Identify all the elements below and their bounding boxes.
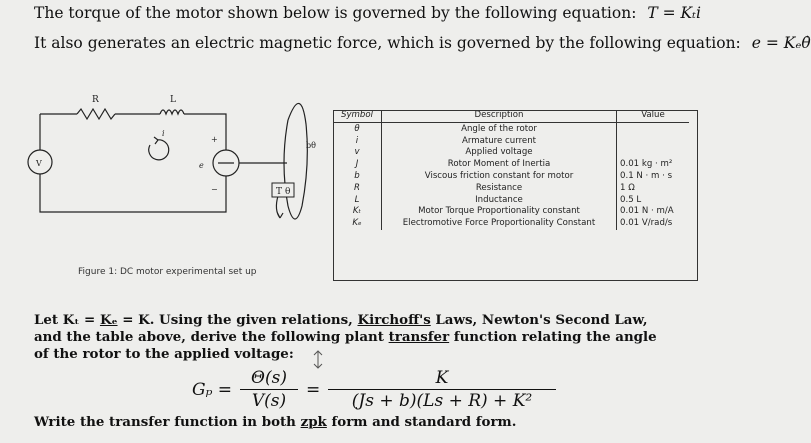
- label-V: V: [36, 159, 42, 168]
- table-row: [333, 183, 689, 195]
- row-description: Applied voltage: [382, 147, 617, 159]
- row-symbol: i: [333, 136, 382, 148]
- row-value: [617, 136, 690, 148]
- table-row: [333, 122, 689, 135]
- table-row: [333, 218, 689, 230]
- dc-motor-circuit-diagram: [22, 80, 332, 270]
- label-minus: −: [211, 185, 218, 194]
- row-value: 0.01 N · m/A: [620, 206, 674, 217]
- task-text-4: function relating the angle of the rotor to the applied voltage:: [34, 329, 657, 362]
- table-header-row: [333, 110, 689, 122]
- row-value: 0.01 V/rad/s: [620, 218, 673, 229]
- task-ke: Kₑ: [99, 312, 118, 328]
- table-row: [333, 159, 689, 171]
- label-theta: θ: [285, 187, 291, 197]
- fraction-bar: [328, 389, 556, 390]
- final-instruction: [34, 414, 516, 430]
- row-description: Resistance: [382, 183, 617, 195]
- figure-caption: Figure 1: DC motor experimental set up: [78, 267, 257, 277]
- rotor-disk-back: [288, 103, 307, 219]
- row-symbol: b: [333, 171, 382, 183]
- row-description: Inductance: [382, 195, 617, 207]
- emf-equation: e = Kₑθ̇: [751, 34, 811, 52]
- task-transfer: transfer: [388, 329, 450, 345]
- torque-arrow: [276, 196, 283, 218]
- row-description: Rotor Moment of Inertia: [382, 159, 617, 171]
- emf-equation-text: It also generates an electric magnetic force, which is governed by the following equation:: [34, 34, 741, 52]
- row-symbol: J: [333, 159, 382, 171]
- row-description: Viscous friction constant for motor: [382, 171, 617, 183]
- current-arrow: [149, 140, 169, 160]
- row-description: Motor Torque Proportionality constant: [382, 206, 617, 218]
- header-value: Value: [617, 110, 690, 122]
- mouse-cursor-icon: [311, 350, 325, 370]
- final-text-2: form and standard form.: [326, 414, 517, 430]
- fraction-numerator: K: [435, 368, 449, 388]
- table-row: [333, 147, 689, 159]
- header-symbol: Symbol: [333, 110, 382, 122]
- fraction-denominator: (Js + b)(Ls + R) + K²: [351, 391, 533, 411]
- label-btheta: bθ: [306, 141, 316, 150]
- label-plus: +: [211, 135, 218, 144]
- torque-equation-line: [34, 4, 701, 22]
- row-symbol: Kₜ: [333, 206, 382, 218]
- fraction-numerator: Θ(s): [251, 368, 287, 388]
- fraction-bar: [240, 389, 298, 390]
- torque-equation-text: The torque of the motor shown below is governed by the following equation:: [34, 4, 637, 22]
- row-value: 0.1 N · m · s: [620, 170, 673, 181]
- inductor: [160, 110, 184, 114]
- table-row: [333, 171, 689, 183]
- row-value: 0.5 L: [620, 194, 642, 205]
- fraction-k-over-denominator: [328, 368, 556, 411]
- equals-sign: =: [306, 380, 321, 400]
- parameter-table: [333, 110, 689, 230]
- final-text-1: Write the transfer function in both: [34, 414, 301, 430]
- table-row: [333, 195, 689, 207]
- row-symbol: L: [333, 195, 382, 207]
- row-value: 0.01 kg · m²: [620, 159, 673, 170]
- transfer-function-lhs: Gₚ =: [192, 380, 233, 400]
- row-value: [617, 122, 690, 135]
- row-symbol: θ: [333, 122, 382, 135]
- task-text-3: Laws, Newton's Second Law, and the table above, derive the following plant: [34, 312, 648, 345]
- torque-equation: T = Kₜi: [647, 4, 701, 22]
- row-value: 1 Ω: [620, 182, 635, 193]
- circuit-wire-left-bottom: [40, 174, 226, 212]
- label-i: i: [162, 129, 165, 138]
- fraction-theta-over-v: [240, 368, 298, 411]
- row-symbol: v: [333, 147, 382, 159]
- task-kirchhoff: Kirchoff's: [357, 312, 431, 328]
- label-T: T: [276, 187, 283, 197]
- task-paragraph: [34, 312, 674, 363]
- fraction-denominator: V(s): [251, 391, 287, 411]
- label-e: e: [199, 161, 204, 170]
- task-text-2: = K. Using the given relations,: [117, 312, 358, 328]
- label-R: R: [92, 95, 99, 105]
- table-row: [333, 136, 689, 148]
- table-row: [333, 206, 689, 218]
- emf-equation-line: [34, 34, 811, 52]
- row-value: [617, 147, 690, 159]
- final-zpk: zpk: [300, 414, 327, 430]
- row-symbol: Kₑ: [333, 218, 382, 230]
- row-description: Electromotive Force Proportionality Constant: [382, 218, 617, 230]
- resistor: [77, 109, 115, 119]
- row-symbol: R: [333, 183, 382, 195]
- circuit-wire-right-top: [184, 114, 226, 142]
- row-description: Armature current: [382, 136, 617, 148]
- row-description: Angle of the rotor: [382, 122, 617, 135]
- task-text-1: Let Kₜ =: [34, 312, 100, 328]
- label-L: L: [170, 95, 176, 105]
- header-description: Description: [382, 110, 617, 122]
